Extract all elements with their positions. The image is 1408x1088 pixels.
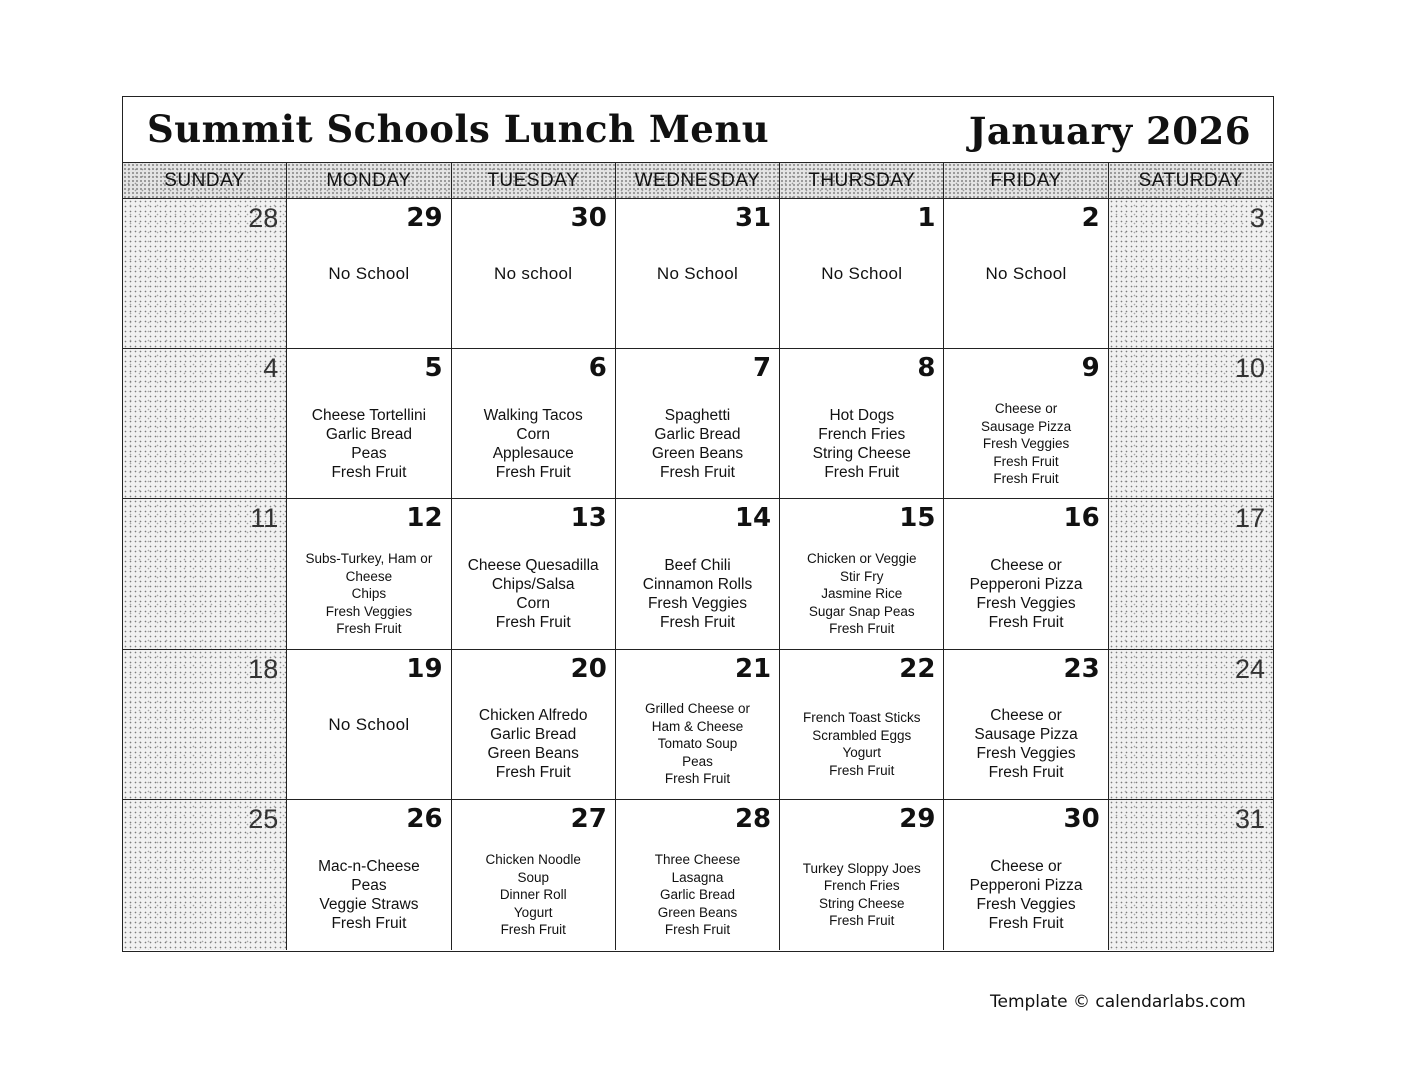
day-cell (452, 199, 616, 349)
menu-item: French Toast Sticks (803, 710, 921, 726)
dow-saturday: SATURDAY (1109, 163, 1273, 198)
menu-item: Green Beans (657, 904, 738, 920)
menu-item: Yogurt (513, 904, 553, 920)
menu-item: String Cheese (812, 444, 911, 462)
day-number: 25 (248, 803, 279, 834)
day-number: 14 (734, 503, 772, 534)
menu-item: Cheese (345, 568, 393, 584)
menu-item: French Fries (823, 878, 900, 894)
menu-items (456, 844, 611, 946)
menu-item: Green Beans (487, 745, 579, 763)
menu-item: Veggie Straws (319, 895, 419, 913)
menu-item: Pepperoni Pizza (969, 876, 1083, 894)
menu-item: Green Beans (651, 444, 744, 462)
menu-item: Cheese Tortellini (311, 406, 427, 424)
day-number: 28 (248, 203, 279, 233)
day-cell (287, 499, 451, 649)
menu-item: Fresh Veggies (976, 745, 1076, 763)
menu-item: Fresh Veggies (982, 436, 1070, 452)
menu-items (620, 694, 775, 795)
menu-item: Hot Dogs (829, 406, 895, 424)
menu-item: Fresh Fruit (988, 613, 1064, 631)
menu-item: Sausage Pizza (981, 418, 1072, 434)
menu-items (784, 239, 939, 308)
menu-item: Garlic Bread (654, 425, 741, 443)
day-number: 15 (899, 503, 936, 534)
day-number: 31 (734, 203, 772, 233)
menu-item: No School (656, 264, 739, 284)
day-cell (780, 349, 944, 499)
day-number: 26 (406, 803, 443, 834)
day-number: 7 (753, 353, 772, 384)
menu-items (784, 844, 939, 946)
day-number: 21 (734, 653, 772, 684)
day-cell (780, 650, 944, 800)
day-cell (287, 199, 451, 349)
menu-item: Ham & Cheese (651, 718, 744, 734)
menu-item: Fresh Fruit (829, 913, 895, 929)
template-credit: Template © calendarlabs.com (990, 992, 1246, 1012)
menu-item: Sausage Pizza (974, 726, 1078, 744)
menu-items (291, 239, 446, 308)
day-number: 16 (1063, 503, 1100, 534)
menu-item: Corn (516, 594, 550, 612)
day-cell (616, 800, 780, 950)
day-cell (616, 199, 780, 349)
day-number: 24 (1234, 653, 1265, 684)
menu-item: Fresh Fruit (829, 621, 895, 637)
day-number: 10 (1234, 353, 1265, 384)
day-cell (123, 199, 287, 349)
day-cell (123, 349, 287, 499)
menu-item: Cinnamon Rolls (642, 575, 753, 593)
menu-item: Soup (517, 869, 549, 885)
day-cell (452, 499, 616, 649)
menu-item: Cheese or (994, 401, 1058, 417)
menu-item: Lasagna (671, 869, 724, 885)
menu-item: Fresh Fruit (664, 771, 731, 787)
day-cell (944, 650, 1108, 800)
day-number: 11 (250, 503, 279, 534)
title-bar (123, 97, 1273, 163)
menu-item: Fresh Fruit (993, 471, 1059, 487)
menu-items (291, 690, 446, 759)
day-cell (780, 800, 944, 950)
day-cell (287, 349, 451, 499)
menu-item: Corn (516, 425, 550, 443)
menu-item: Peas (682, 753, 713, 769)
day-cell (780, 199, 944, 349)
menu-item: Fresh Fruit (495, 613, 571, 631)
dow-wednesday: WEDNESDAY (616, 163, 780, 198)
menu-item: Fresh Fruit (495, 764, 571, 782)
menu-item: Fresh Fruit (660, 463, 735, 481)
day-cell (287, 650, 451, 800)
dow-friday: FRIDAY (944, 163, 1108, 198)
menu-item: Turkey Sloppy Joes (802, 860, 921, 876)
menu-item: Fresh Fruit (336, 621, 402, 637)
menu-items (620, 239, 775, 308)
day-number: 1 (917, 203, 936, 233)
day-number: 3 (1249, 203, 1265, 233)
menu-item: Chicken Alfredo (478, 707, 588, 725)
day-cell (123, 800, 287, 950)
day-number: 17 (1234, 503, 1265, 534)
dow-sunday: SUNDAY (123, 163, 287, 198)
menu-item: No School (328, 264, 410, 284)
menu-item: Garlic Bread (659, 887, 735, 903)
menu-item: Dinner Roll (499, 887, 567, 903)
day-number: 6 (588, 353, 607, 384)
menu-item: Mac-n-Cheese (318, 857, 420, 875)
menu-item: Cheese or (990, 556, 1062, 574)
menu-item: Grilled Cheese or (644, 701, 751, 717)
menu-item: Chicken or Veggie (806, 551, 917, 567)
menu-item: Fresh Fruit (824, 463, 900, 481)
menu-items (620, 393, 775, 494)
menu-item: Cheese Quesadilla (467, 556, 599, 574)
day-number: 30 (1063, 803, 1100, 834)
day-cell (1109, 800, 1273, 950)
menu-item: Fresh Fruit (331, 914, 407, 932)
menu-item: Fresh Fruit (988, 914, 1064, 932)
day-number: 23 (1063, 653, 1100, 684)
day-cell (123, 499, 287, 649)
day-number: 12 (406, 503, 443, 534)
month-title: January 2026 (968, 109, 1251, 153)
day-number: 29 (406, 203, 443, 233)
menu-items (620, 543, 775, 644)
menu-item: Fresh Veggies (976, 895, 1076, 913)
menu-item: Three Cheese (654, 852, 741, 868)
menu-item: Jasmine Rice (821, 586, 903, 602)
menu-item: Fresh Veggies (647, 594, 748, 612)
menu-item: Fresh Fruit (829, 762, 895, 778)
menu-item: Chips/Salsa (491, 575, 575, 593)
day-number: 30 (570, 203, 607, 233)
day-cell (616, 349, 780, 499)
menu-item: Chips (351, 586, 387, 602)
menu-item: Stir Fry (840, 568, 884, 584)
menu-item: Spaghetti (664, 406, 731, 424)
menu-item: String Cheese (819, 895, 905, 911)
menu-item: Fresh Fruit (993, 453, 1059, 469)
day-cell (944, 800, 1108, 950)
day-cell (944, 349, 1108, 499)
menu-items (456, 543, 611, 644)
day-cell (1109, 650, 1273, 800)
menu-item: Fresh Fruit (988, 764, 1064, 782)
day-cell (1109, 499, 1273, 649)
day-number: 19 (406, 653, 443, 684)
menu-item: Sugar Snap Peas (808, 603, 915, 619)
day-number: 5 (424, 353, 443, 384)
menu-item: Peas (351, 876, 387, 894)
menu-item: Fresh Fruit (500, 922, 566, 938)
day-cell (1109, 349, 1273, 499)
day-number: 2 (1081, 203, 1100, 233)
menu-item: Fresh Veggies (976, 594, 1076, 612)
day-number: 9 (1081, 353, 1100, 384)
day-of-week-header (123, 163, 1273, 199)
day-number: 4 (263, 353, 279, 384)
dow-thursday: THURSDAY (780, 163, 944, 198)
menu-item: No School (821, 264, 903, 284)
menu-item: No School (985, 264, 1067, 284)
menu-items (620, 844, 775, 946)
day-cell (780, 499, 944, 649)
menu-item: Garlic Bread (325, 425, 412, 443)
menu-item: Pepperoni Pizza (969, 575, 1083, 593)
page-title: Summit Schools Lunch Menu (147, 107, 770, 151)
menu-items (456, 393, 611, 494)
day-number: 22 (899, 653, 936, 684)
menu-item: Cheese or (990, 857, 1062, 875)
menu-item: Walking Tacos (483, 406, 583, 424)
menu-items (456, 694, 611, 795)
menu-item: Fresh Fruit (664, 922, 731, 938)
menu-items (784, 543, 939, 644)
day-cell (1109, 199, 1273, 349)
menu-items (456, 239, 611, 308)
menu-item: Subs-Turkey, Ham or (305, 551, 433, 567)
day-cell (944, 499, 1108, 649)
menu-item: French Fries (818, 425, 906, 443)
menu-item: Beef Chili (664, 556, 731, 574)
day-number: 20 (570, 653, 607, 684)
day-cell (616, 499, 780, 649)
menu-item: Cheese or (990, 707, 1062, 725)
menu-items (948, 694, 1103, 795)
day-number: 29 (899, 803, 936, 834)
calendar-grid (123, 199, 1273, 950)
menu-items (948, 393, 1103, 494)
menu-item: No school (494, 264, 573, 284)
day-cell (452, 349, 616, 499)
day-number: 18 (248, 653, 279, 684)
menu-items (291, 543, 446, 644)
menu-item: Fresh Veggies (325, 603, 413, 619)
dow-monday: MONDAY (287, 163, 451, 198)
day-cell (616, 650, 780, 800)
day-number: 8 (917, 353, 936, 384)
menu-items (948, 844, 1103, 946)
menu-item: Chicken Noodle (485, 852, 581, 868)
menu-item: Applesauce (492, 444, 574, 462)
menu-item: Fresh Fruit (660, 613, 735, 631)
lunch-menu-calendar (122, 96, 1274, 952)
menu-items (784, 694, 939, 795)
day-number: 27 (570, 803, 607, 834)
day-cell (123, 650, 287, 800)
menu-items (948, 239, 1103, 308)
menu-item: Tomato Soup (657, 736, 738, 752)
day-number: 28 (734, 803, 772, 834)
day-cell (452, 650, 616, 800)
day-cell (452, 800, 616, 950)
menu-item: Fresh Fruit (331, 463, 407, 481)
menu-items (291, 844, 446, 946)
menu-item: Yogurt (842, 745, 882, 761)
day-number: 13 (570, 503, 607, 534)
menu-item: Peas (351, 444, 387, 462)
day-cell (944, 199, 1108, 349)
menu-item: Scrambled Eggs (812, 727, 912, 743)
dow-tuesday: TUESDAY (452, 163, 616, 198)
menu-items (948, 543, 1103, 644)
day-number: 31 (1234, 803, 1265, 834)
menu-items (784, 393, 939, 494)
menu-item: No School (328, 714, 410, 734)
menu-item: Fresh Fruit (495, 463, 571, 481)
menu-item: Garlic Bread (490, 726, 577, 744)
day-cell (287, 800, 451, 950)
menu-items (291, 393, 446, 494)
